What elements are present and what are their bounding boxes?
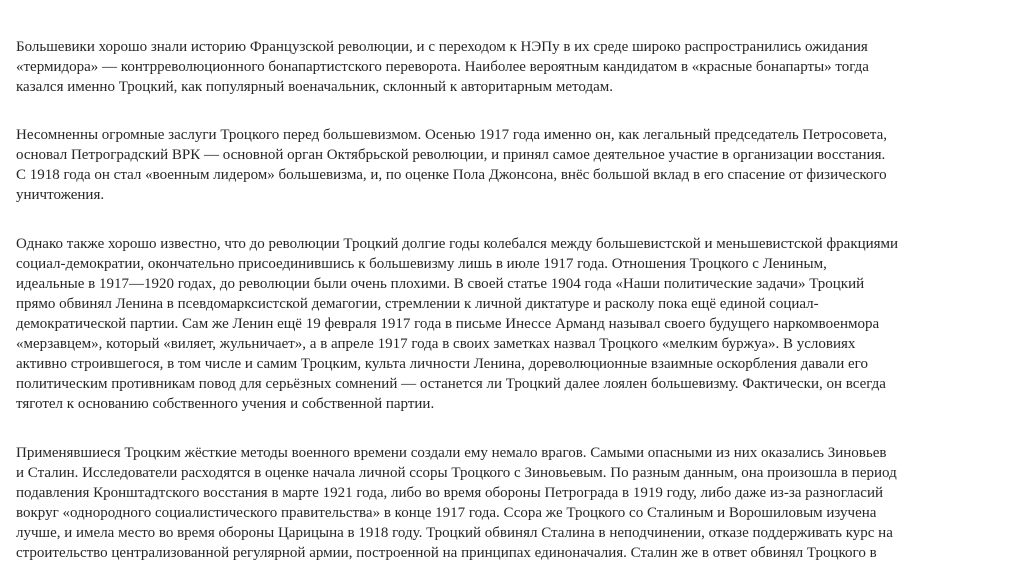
text-line: С 1918 года он стал «военным лидером» большевизма, и, по оценке Пола Джонсона, внёс большой вклад в его спасение от физического [16,167,887,183]
text-line: «термидора» — контрреволюционного бонапартистского переворота. Наиболее вероятным кандидатом в «красные бонапарты» тогда [16,59,869,75]
paragraph-trotsky-lenin [16,234,1020,414]
text-line: Применявшиеся Троцким жёсткие методы военного времени создали ему немало врагов. Самыми опасными из них оказались Зиновьев [16,445,887,461]
text-line: Однако также хорошо известно, что до революции Троцкий долгие годы колебался между большевистской и меньшевистской фракциями [16,236,899,252]
text-line: идеальные в 1917—1920 годах, до революции были очень плохими. В своей статье 1904 года «Наши политические задачи» Троцкий [16,276,865,292]
text-line: Несомненны огромные заслуги Троцкого перед большевизмом. Осенью 1917 года именно он, как легальный председатель Петросовета, [16,127,888,143]
text-line: демократической партии. Сам же Ленин ещё 19 февраля 1917 года в письме Инессе Арманд называл своего будущего наркомвоенмора [16,316,880,332]
text-line: тяготел к основанию собственного учения и собственной партии. [16,396,435,412]
text-line: основал Петроградский ВРК — основной орган Октябрьской революции, и принял самое деятельное участие в организации восстания. [16,147,886,163]
text-line: лучше, и имела место во время обороны Царицына в 1918 году. Троцкий обвинял Сталина в неподчинении, отказе поддерживать курс на [16,525,893,541]
text-line: вокруг «однородного социалистического правительства» в конце 1917 года. Ссора же Троцкого со Сталиным и Ворошиловым изучена [16,505,877,521]
text-line: подавления Кронштадтского восстания в марте 1921 года, либо во время обороны Петрограда в 1919 году, либо даже из-за разногласий [16,485,884,501]
text-line: уничтожения. [16,187,105,203]
text-line: и Сталин. Исследователи расходятся в оценке начала личной ссоры Троцкого с Зиновьевым. По разным данным, она произошла в период [16,465,897,481]
text-line: строительство централизованной регулярной армии, построенной на принципах единоначалия. Сталин же в ответ обвинял Троцкого в [16,545,877,561]
text-line: прямо обвинял Ленина в псевдомарксистской демагогии, стремлении к личной диктатуре и расколу пока ещё единой социал- [16,296,819,312]
text-line: Большевики хорошо знали историю Французской революции, и с переходом к НЭПу в их среде широко распространились ожидания [16,39,868,55]
text-line: активно строившегося, в том числе и самим Троцким, культа личности Ленина, дореволюционные взаимные оскорбления давали его [16,356,868,372]
text-line: политическим противникам повод для серьёзных сомнений — останется ли Троцкий далее лоялен большевизму. Фактически, он всегда [16,376,886,392]
text-line: социал-демократии, окончательно присоединившись к большевизму лишь в июле 1917 года. Отношения Троцкого с Лениным, [16,256,827,272]
text-line: «мерзавцем», который «виляет, жульничает», а в апреле 1917 года в своих заметках назвал Троцкого «мелким буржуа». В условиях [16,336,856,352]
paragraph-trotsky-merits [16,125,1020,205]
text-line: казался именно Троцкий, как популярный военачальник, склонный к авторитарным методам. [16,79,613,95]
paragraph-nep-thermidor [16,37,1020,97]
paragraph-trotsky-enemies [16,443,1020,563]
